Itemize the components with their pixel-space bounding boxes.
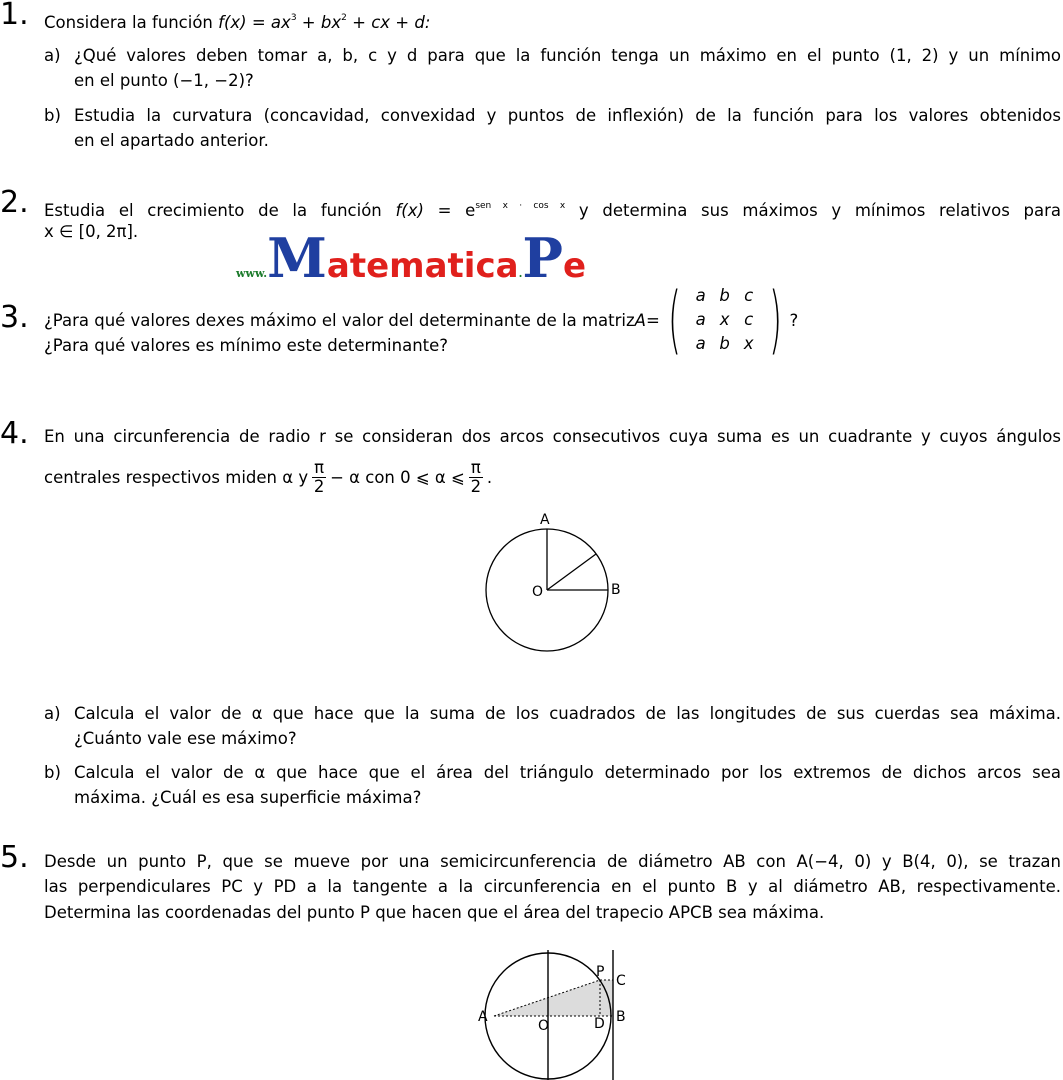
problem-3-line-1: ¿Para qué valores de x es máximo el valor del determinante de la matriz A = ( a b c a x c a b x ) ? [44,277,799,363]
problem-1-b-line-2: en el apartado anterior. [74,131,269,150]
label-p: P [596,964,605,980]
problem-5-line-1: Desde un punto P, que se mueve por una semicircunferencia de diámetro AB con A(−4, 0) y B(4, 0), se trazan [44,852,1061,871]
fraction-pi-over-2: $\frac{\pi}{2}$ [470,457,482,496]
problem-1-a-line-1: ¿Qué valores deben tomar a, b, c y d para que la función tenga un máximo en el punto (1, 2) y un mínimo [74,46,1061,65]
problem-1-a-line-2: en el punto (−1, −2)? [74,71,254,90]
problem-2-number: 2. [0,185,29,220]
problem-4-line-1: En una circunferencia de radio r se consideran dos arcos consecutivos cuya suma es un cuadrante y cuyos ángulos [44,427,1061,446]
matrix-cell: b [719,286,730,305]
label-a: A [478,1009,488,1025]
problem-5-line-3: Determina las coordenadas del punto P que hacen que el área del trapecio APCB sea máxima. [44,903,825,922]
problem-4-line-2: centrales respectivos miden α y $\frac{\pi}{2}$ − α con 0 ⩽ α ⩽ $\frac{\pi}{2}$ . [44,457,493,496]
problem-4-number: 4. [0,416,29,451]
matrix-cell: a [695,310,706,329]
problem-4-b-line-2: máxima. ¿Cuál es esa superficie máxima? [74,788,422,807]
problem-5-line-2: las perpendiculares PC y PD a la tangente a la circunferencia en el punto B y al diámetro AB, respectivamente. [44,877,1061,896]
problem-3-line-2: ¿Para qué valores es mínimo este determinante? [44,336,449,355]
problem-2-line-1: Estudia el crecimiento de la función $f(x) = e^{sen x \cdot cos x}$ y determina sus máximos y mínimos relativos para [44,201,1061,220]
label-d: D [594,1016,605,1032]
matrix-cell: c [744,286,754,305]
matrix-cell: a [695,334,706,353]
problem-1-number: 1. [0,0,29,32]
radius-middle [547,554,596,590]
problem-1-a-label: a) [44,46,61,65]
problem-5-number: 5. [0,840,29,875]
problem-2-line-2: x ∈ [0, 2π]. [44,222,139,241]
problem-4-b-label: b) [44,763,61,782]
determinant-matrix: ( a b c a x c a b x ) [667,277,782,363]
problem-1-b-label: b) [44,106,61,125]
semicircle-trapezoid-figure [470,950,640,1080]
problem-4-a-line-1: Calcula el valor de α que hace que la suma de los cuadrados de las longitudes de sus cuerdas sea máxima. [74,704,1061,723]
label-o: O [538,1018,550,1034]
problem-1-intro: Considera la función $f(x) = ax^3 + bx^2$ + cx + d: [44,13,431,32]
matrix-cell: b [719,334,730,353]
problem-3-number: 3. [0,300,29,335]
matrix-cell: c [744,310,754,329]
problem-4-b-line-1: Calcula el valor de α que hace que el área del triángulo determinado por los extremos de dichos arcos sea [74,763,1061,782]
matematica-pe-logo: www.Matematica.Pe [236,226,587,290]
matrix-cell: x [743,334,754,353]
problem-4-a-line-2: ¿Cuánto vale ese máximo? [74,729,297,748]
matrix-cell: a [695,286,706,305]
label-b: B [616,1009,626,1025]
label-a: A [540,512,550,528]
label-b: B [611,582,621,598]
label-c: C [616,973,626,989]
problem-1-b-line-1: Estudia la curvatura (concavidad, convexidad y puntos de inflexión) de la función para los valores obtenidos [74,106,1061,125]
fraction-pi-over-2: $\frac{\pi}{2}$ [313,457,325,496]
label-o: O [532,584,544,600]
problem-4-a-label: a) [44,704,61,723]
matrix-cell: x [719,310,730,329]
trapezoid-shade [494,980,613,1016]
circle-arcs-figure [470,505,640,680]
